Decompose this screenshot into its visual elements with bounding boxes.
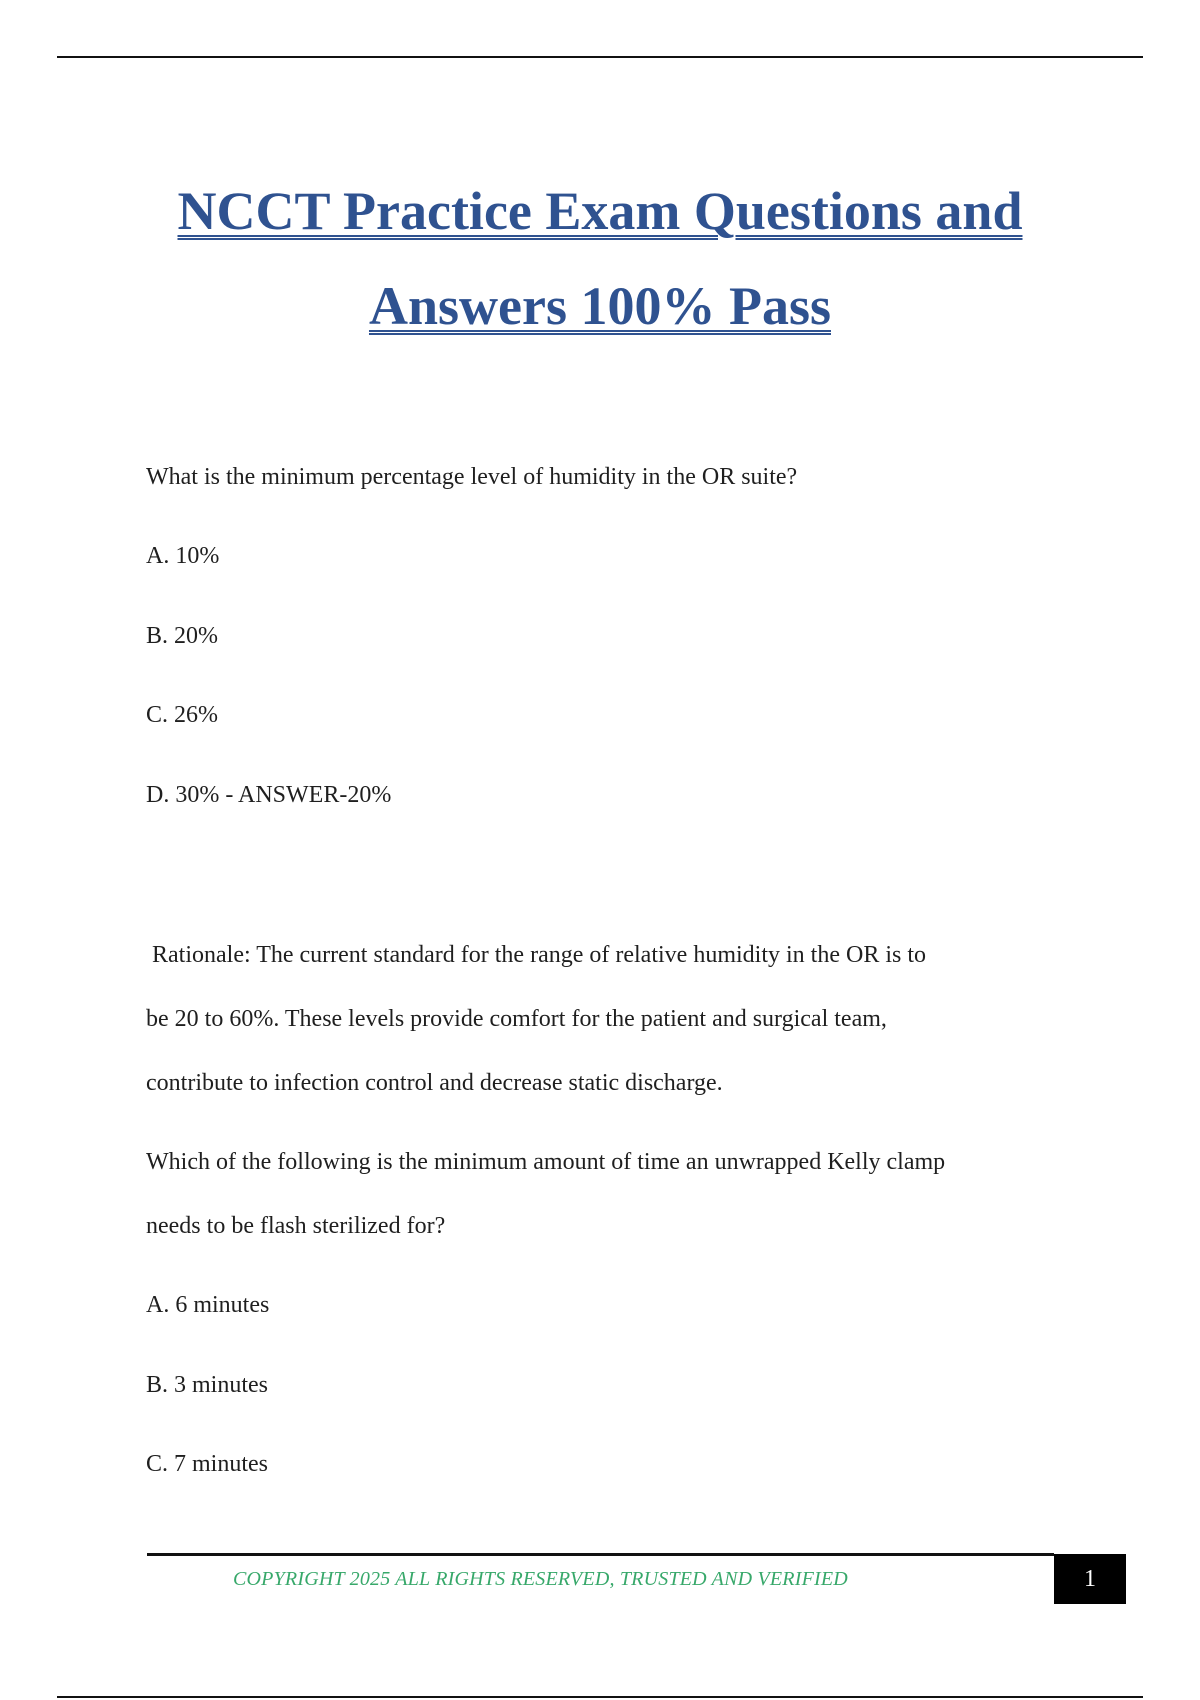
rationale-line-2: be 20 to 60%. These levels provide comfort for the patient and surgical team, — [146, 1006, 887, 1032]
question-1-text: What is the minimum percentage level of humidity in the OR suite? — [146, 464, 798, 490]
document-title-line-2: Answers 100% Pass — [368, 276, 831, 336]
question-1-option-d-answer: D. 30% - ANSWER-20% — [146, 782, 392, 808]
question-2-line-2: needs to be flash sterilized for? — [146, 1213, 446, 1239]
footer-rule — [147, 1553, 1054, 1556]
rationale-line-3: contribute to infection control and decrease static discharge. — [146, 1070, 723, 1096]
question-2-option-a: A. 6 minutes — [146, 1292, 270, 1318]
page-number: 1 — [1084, 1565, 1096, 1592]
page-number-box — [1054, 1554, 1126, 1604]
question-1-option-a: A. 10% — [146, 543, 220, 569]
bottom-rule — [57, 1696, 1143, 1698]
question-2-option-c: C. 7 minutes — [146, 1451, 269, 1477]
footer-copyright: COPYRIGHT 2025 ALL RIGHTS RESERVED, TRUSTED AND VERIFIED — [233, 1568, 848, 1590]
question-1-option-b: B. 20% — [146, 623, 218, 649]
rationale-line-1: Rationale: The current standard for the range of relative humidity in the OR is to — [146, 942, 926, 968]
question-2-option-b: B. 3 minutes — [146, 1372, 269, 1398]
document-title-line-1: NCCT Practice Exam Questions and — [177, 181, 1023, 241]
question-1-option-c: C. 26% — [146, 702, 218, 728]
question-2-line-1: Which of the following is the minimum amount of time an unwrapped Kelly clamp — [146, 1149, 946, 1175]
top-rule — [57, 56, 1143, 58]
